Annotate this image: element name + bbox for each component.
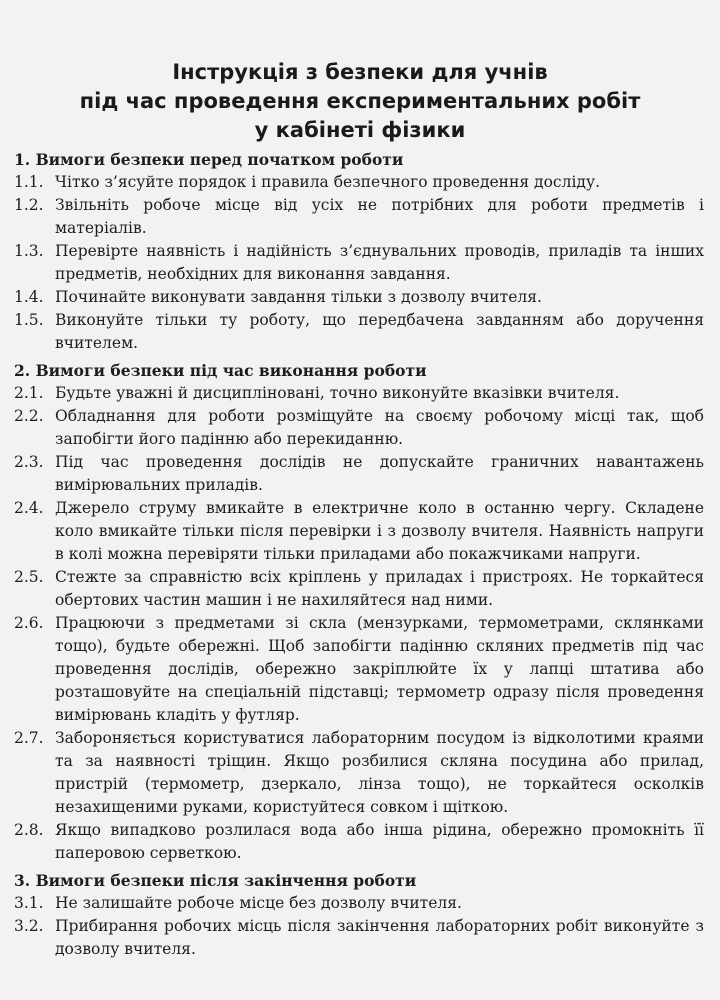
section-2 xyxy=(14,359,704,865)
list-item xyxy=(14,727,704,819)
item-text: Стежте за справністю всіх кріплень у приладах і пристроях. Не торкайтеся обертових частин машин і не нахиляйтеся над ними. xyxy=(55,568,704,609)
list-item xyxy=(14,171,704,194)
item-number: 2.2. xyxy=(14,407,44,425)
item-text: Прибирання робочих місць після закінчення лабораторних робіт виконуйте з дозволу вчителя. xyxy=(55,917,704,958)
list-item xyxy=(14,309,704,355)
item-number: 3.2. xyxy=(14,917,44,935)
item-text: Обладнання для роботи розміщуйте на своєму робочому місці так, щоб запобігти його падінню або перекиданню. xyxy=(55,407,704,448)
list-item xyxy=(14,240,704,286)
item-number: 2.1. xyxy=(14,384,44,402)
section-heading: 2. Вимоги безпеки під час виконання роботи xyxy=(14,361,427,380)
item-number: 2.7. xyxy=(14,729,44,747)
item-number: 2.4. xyxy=(14,499,44,517)
item-text: Виконуйте тільки ту роботу, що передбачена завданням або доручення вчителем. xyxy=(55,311,704,352)
list-item xyxy=(14,915,704,961)
item-number: 3.1. xyxy=(14,894,44,912)
title-line-1: Інструкція з безпеки для учнів xyxy=(172,60,548,84)
title-line-3: у кабінеті фізики xyxy=(254,118,466,142)
item-number: 1.2. xyxy=(14,196,44,214)
item-number: 2.6. xyxy=(14,614,44,632)
item-number: 2.8. xyxy=(14,821,44,839)
list-item xyxy=(14,286,704,309)
list-item xyxy=(14,194,704,240)
list-item xyxy=(14,819,704,865)
item-text: Працюючи з предметами зі скла (мензурками, термометрами, склянками тощо), будьте обережні. Щоб запобігти падінню скляних предметів під час проведення дослідів, обережно закріплюйте їх у лапці штатива або розташовуйте на спеціальній підставці; термометр одразу після проведення вимірювань кладіть у футляр. xyxy=(55,614,704,724)
section-heading: 1. Вимоги безпеки перед початком роботи xyxy=(14,150,404,169)
list-item xyxy=(14,892,704,915)
item-text: Чітко з’ясуйте порядок і правила безпечного проведення досліду. xyxy=(55,173,600,191)
section-1 xyxy=(14,148,704,355)
item-text: Якщо випадково розлилася вода або інша рідина, обережно промокніть її паперовою серветкою. xyxy=(55,821,704,862)
section-3 xyxy=(14,869,704,961)
page-title xyxy=(0,58,720,145)
instructions-body xyxy=(14,148,704,961)
item-text: Не залишайте робоче місце без дозволу вчителя. xyxy=(55,894,462,912)
title-line-2: під час проведення експериментальних робіт xyxy=(79,89,641,113)
section-heading: 3. Вимоги безпеки після закінчення роботи xyxy=(14,871,417,890)
item-text: Джерело струму вмикайте в електричне коло в останню чергу. Складене коло вмикайте тільки після перевірки і з дозволу вчителя. Наявність напруги в колі можна перевіряти тільки приладами або покажчиками напруги. xyxy=(55,499,704,563)
list-item xyxy=(14,612,704,727)
item-text: Перевірте наявність і надійність з’єднувальних проводів, приладів та інших предметів, необхідних для виконання завдання. xyxy=(55,242,704,283)
item-text: Будьте уважні й дисципліновані, точно виконуйте вказівки вчителя. xyxy=(55,384,620,402)
list-item xyxy=(14,405,704,451)
list-item xyxy=(14,382,704,405)
item-text: Звільніть робоче місце від усіх не потрібних для роботи предметів і матеріалів. xyxy=(55,196,704,237)
item-number: 1.3. xyxy=(14,242,44,260)
item-text: Під час проведення дослідів не допускайте граничних навантажень вимірювальних приладів. xyxy=(55,453,704,494)
list-item xyxy=(14,566,704,612)
item-number: 1.5. xyxy=(14,311,44,329)
item-number: 2.5. xyxy=(14,568,44,586)
item-number: 1.4. xyxy=(14,288,44,306)
item-text: Починайте виконувати завдання тільки з дозволу вчителя. xyxy=(55,288,542,306)
list-item xyxy=(14,497,704,566)
list-item xyxy=(14,451,704,497)
item-number: 1.1. xyxy=(14,173,44,191)
item-text: Забороняється користуватися лабораторним посудом із відколотими краями та за наявності тріщин. Якщо розбилися скляна посудина або прилад, пристрій (термометр, дзеркало, лінза тощо), не торкайтеся осколків незахищеними руками, користуйтеся совком і щіткою. xyxy=(55,729,704,816)
item-number: 2.3. xyxy=(14,453,44,471)
